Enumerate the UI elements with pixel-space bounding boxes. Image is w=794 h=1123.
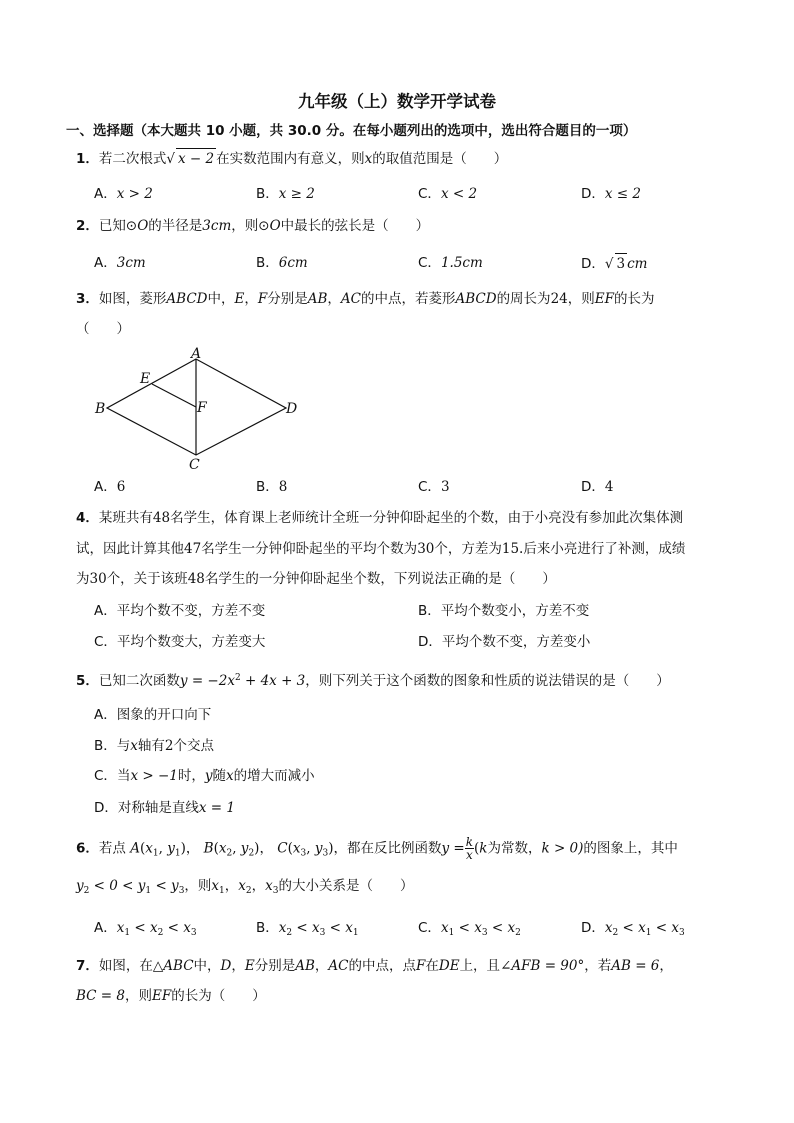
q4-option-d: D．平均个数不变，方差变小 [418,634,591,650]
q4-option-b: B．平均个数变小，方差不变 [418,603,590,619]
segment-ef [152,384,196,407]
q2-option-d: D．√ 3 cm [581,253,647,274]
q1-option-a: A．x > 2 [94,186,153,202]
q3-option-c: C．3 [418,479,450,495]
question-2: 2．已知⊙O的半径是3cm，则⊙O中最长的弦长是（ ） [76,218,430,234]
question-number: 6． [76,840,99,857]
section-heading: 一、选择题（本大题共 10 小题，共 30.0 分。在每小题列出的选项中，选出符合题目的一项） [66,123,637,139]
label-b: B [95,401,106,417]
q4-option-c: C．平均个数变大，方差变大 [94,634,266,650]
q5-option-b: B．与x轴有2个交点 [94,738,214,754]
question-4-line-1: 4．某班共有48名学生，体育课上老师统计全班一分钟仰卧起坐的个数，由于小亮没有参加此次集体测 [76,510,684,526]
label-c: C [189,457,200,473]
question-number: 1． [76,151,99,167]
q6-option-a: A．$x_1 < x_2 < x_3$ [94,920,197,938]
q5-option-c: C．当x > −1时，y随x的增大而减小 [94,768,315,784]
q4-option-a: A．平均个数不变，方差不变 [94,603,266,619]
q3-option-d: D．4 [581,479,614,495]
label-f: F [197,400,207,416]
sqrt-symbol: √ [604,256,614,272]
q1-option-d: D．x ≤ 2 [581,186,642,202]
q5-option-a: A．图象的开口向下 [94,707,212,723]
q2-option-b: B．6cm [256,255,308,271]
question-number: 4． [76,510,99,526]
q6-option-b: B．$x_2 < x_3 < x_1$ [256,920,359,938]
question-number: 5． [76,673,99,689]
question-number: 7． [76,958,99,974]
question-7-line-2: BC = 8，则EF的长为（ ） [76,988,266,1004]
radicand: x − 2 [176,148,216,169]
question-3: 3．如图，菱形ABCD中，E，F分别是AB，AC的中点，若菱形ABCD的周长为24，则EF的长为 [76,291,655,307]
question-6-line-2: $y_2 < 0 < y_1 < y_3$，则$x_1$，$x_2$，$x_3$的大小关系是（ ） [76,878,414,896]
label-e: E [140,371,151,387]
question-7-line-1: 7．如图，在△ABC中，D，E分别是AB，AC的中点，点F在DE上，且∠AFB = 90°，若AB = 6， [76,958,673,974]
q2-option-c: C．1.5cm [418,255,483,271]
fraction-k-over-x: $\frac{k}{x}$ [465,835,473,862]
question-5: 5．已知二次函数$y = -2x^2 + 4x + 3$，则下列关于这个函数的图象和性质的说法错误的是（ ） [76,673,670,689]
q3-option-a: A．6 [94,479,126,495]
question-4-line-3: 为30个，关于该班48名学生的一分钟仰卧起坐个数，下列说法正确的是（ ） [76,571,556,587]
label-d: D [286,401,298,417]
q1-option-c: C．x < 2 [418,186,478,202]
q5-option-d: D．对称轴是直线x = 1 [94,800,236,816]
question-4-line-2: 试，因此计算其他47名学生一分钟仰卧起坐的平均个数为30个，方差为15.后来小亮进行了补测，成绩 [76,541,686,557]
q1-option-b: B．x ≥ 2 [256,186,315,202]
q3-option-b: B．8 [256,479,288,495]
q2-option-a: A．3cm [94,255,146,271]
rhombus-figure [92,345,312,475]
q6-option-c: C．$x_1 < x_3 < x_2$ [418,920,521,938]
q6-option-d: D．$x_2 < x_1 < x_3$ [581,920,685,938]
sqrt-symbol: √ [166,151,176,167]
question-6-line-1: 6．若点 $A(x_1$, $y_1$)， $B(x_2$, $y_2$)， $C(x_3$, $y_3$)，都在反比例函数y = $\frac{k}{x}$ (k为常数，k > 0)的图象上，其中 [76,835,678,862]
page-title: 九年级（上）数学开学试卷 [298,92,496,111]
question-1: 1．若二次根式√ x − 2 在实数范围内有意义，则x的取值范围是（ ） [76,148,507,169]
label-a: A [191,346,202,362]
question-number: 3． [76,291,99,307]
question-number: 2． [76,218,99,234]
question-3-paren: （ ） [76,321,130,337]
